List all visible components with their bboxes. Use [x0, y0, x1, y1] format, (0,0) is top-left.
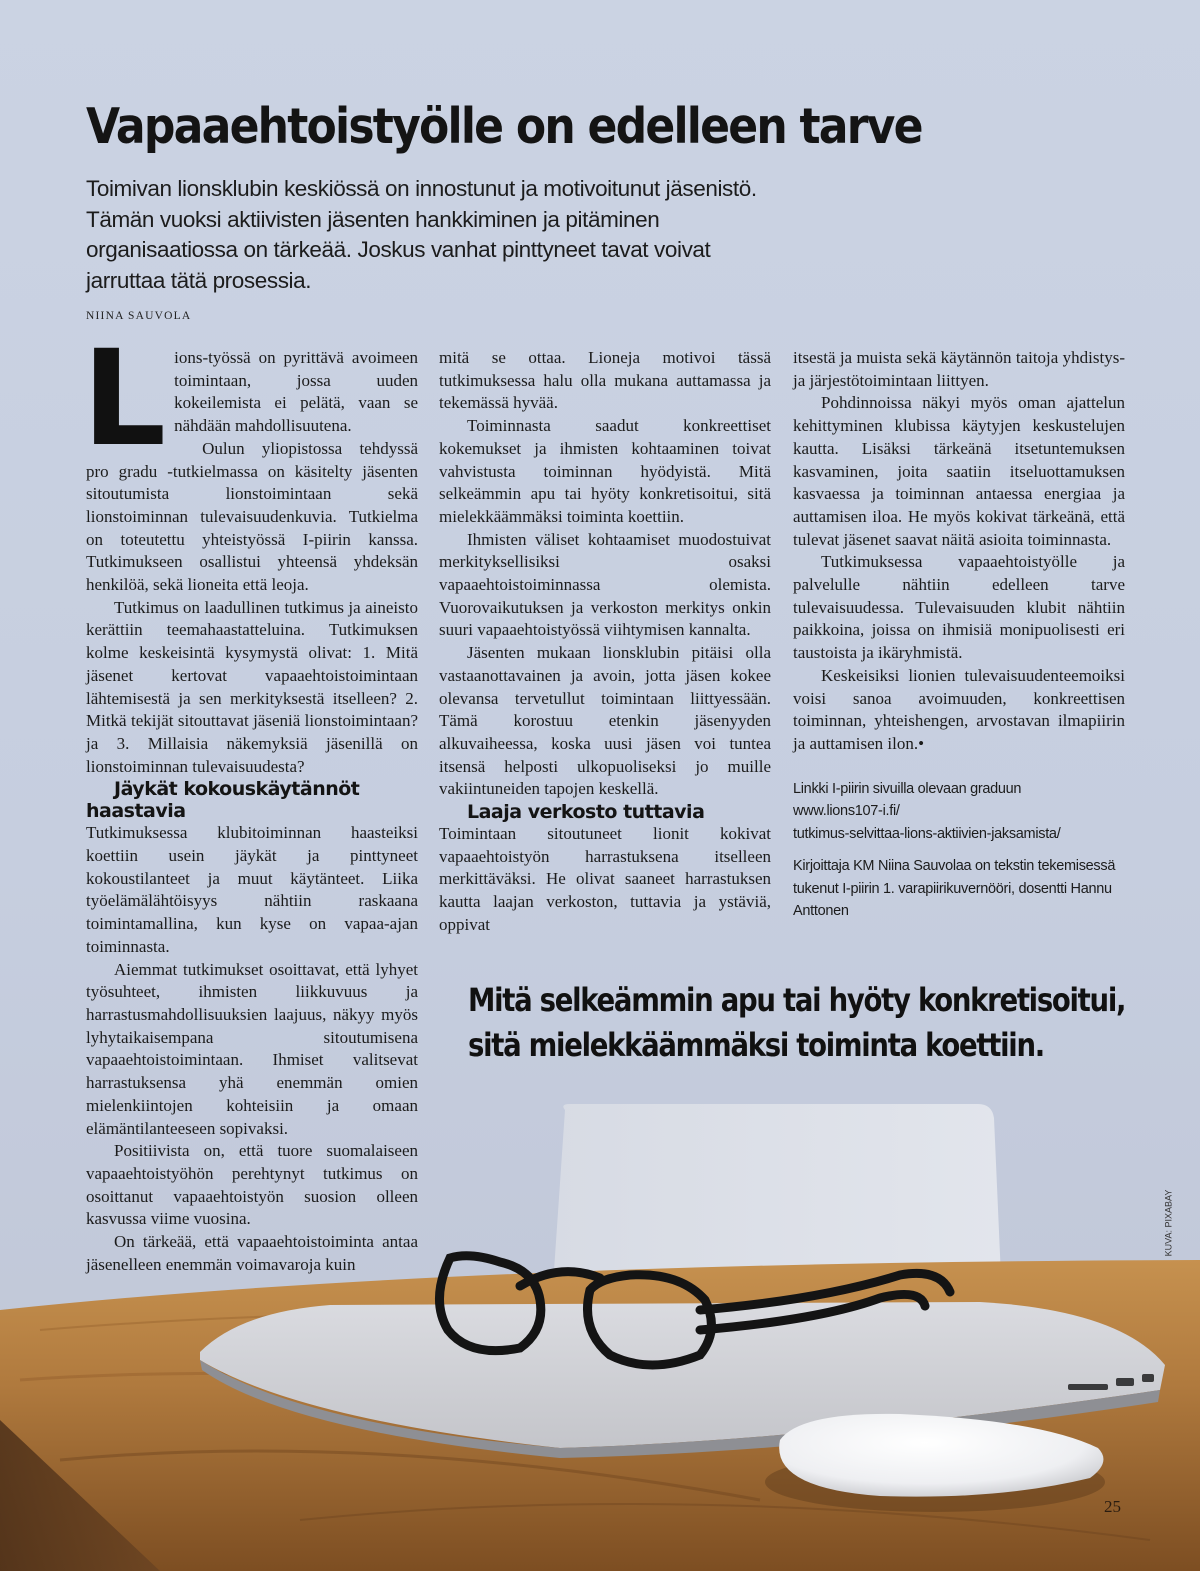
body-column-3: [793, 347, 1125, 923]
article-lead: Toimivan lionsklubin keskiössä on innostunut ja motivoitunut jäsenistö. Tämän vuoksi aktiivisten jäsenten hankkiminen ja pitäminen organisaatiossa on tärkeää. Joskus vanhat pinttyneet tavat voivat jarruttaa tätä prosessia.: [86, 176, 757, 293]
article-title: Vapaaehtoistyölle on edelleen tarve: [86, 98, 922, 155]
pull-quote-line: sitä mielekkäämmäksi toiminta koettiin.: [468, 1026, 1044, 1064]
paragraph: itsestä ja muista sekä käytännön taitoja yhdistys- ja järjestötoimintaan liittyen.: [793, 348, 1125, 390]
author-note: Kirjoittaja KM Niina Sauvolaa on tekstin tekemisessä tukenut I-piirin 1. varapiirikuvernööri, dosentti Hannu Anttonen: [793, 858, 1116, 920]
body-column-1: [82, 322, 418, 1276]
paragraph: Positiivista on, että tuore suomalaiseen vapaaehtoistyöhön perehtynyt tutkimus on osoittanut vapaaehtoistyön suosion olleen kasvussa viime vuosina.: [86, 1141, 418, 1229]
photo-credit: KUVA: PIXABAY: [1163, 1189, 1174, 1257]
page-number: 25: [1104, 1497, 1121, 1516]
link-url-path[interactable]: tutkimus-selvittaa-lions-aktiivien-jaksamista/: [793, 825, 1061, 842]
paragraph: Jäsenten mukaan lionsklubin pitäisi olla vastaanottavainen ja avoin, jotta jäsen kokee olevansa tervetullut toimintaan liittyessään. Tämä korostuu etenkin jäsenyyden alkuvaiheessa, koska uusi jäsen voi tuntea itsensä helposti ulkopuoliseksi jo muille vakiintuneiden tapojen keskellä.: [439, 643, 771, 799]
paragraph-text: ions-työssä on pyrittävä avoimeen toimintaan, jossa uuden kokeilemista ei pelätä, vaan se nähdään mahdollisuutena.: [174, 348, 418, 436]
paragraph: Oulun yliopistossa tehdyssä pro gradu -tutkielmassa on käsitelty jäsenten sitoutumista lionstoimintaan sekä lionstoiminnan tulevaisuudenkuvia. Tutkielma on toteutettu yhteistyössä I-piirin kanssa. Tutkimukseen osallistui yhteensä yhdeksän henkilöä, sekä lioneita että leoja.: [86, 438, 418, 595]
paragraph: Tutkimuksessa klubitoiminnan haasteiksi koettiin usein jäykät ja pinttyneet kokoustilanteet ja muut käytänteet. Liika työelämälähtöisyys nähtiin raskaana toimintamallina, kun kyse on vapaa-ajan toiminnasta.: [86, 823, 418, 956]
paragraph: On tärkeää, että vapaaehtoistoiminta antaa jäsenelleen enemmän voimavaroja kuin: [86, 1232, 418, 1274]
paragraph: [82, 322, 418, 476]
paragraph: Toimintaan sitoutuneet lionit kokivat vapaaehtoistyön harrastuksena itselleen merkittäväksi. He olivat saaneet harrastuksen kautta laajan verkoston, tuttavia ja ystäviä, oppivat: [439, 824, 771, 934]
link-note: [793, 778, 1125, 846]
pull-quote: [468, 978, 1126, 1068]
body-column-2: [439, 347, 771, 937]
pull-quote-line: Mitä selkeämmin apu tai hyöty konkretisoitui,: [468, 981, 1126, 1019]
section-subheading: Jäykät kokouskäytännöt haastavia: [86, 778, 360, 823]
paragraph: Aiemmat tutkimukset osoittavat, että lyhyet työsuhteet, ihmisten liikkuvuus ja harrastusmahdollisuuksien laajuus, näkyy myös lyhytaikaisempana sitoutumisena vapaaehtoistoimintaan. Ihmiset valitsevat harrastuksensa yhä enemmän omien mielenkiintojen kohteisiin ja omaan elämäntilanteeseen sopivaksi.: [86, 959, 418, 1138]
paragraph: Toiminnasta saadut konkreettiset kokemukset ja ihmisten kohtaaminen toivat vahvistusta toiminnan hyödyistä. Mitä selkeämmin apu tai hyöty konkretisoitui, sitä mielekkäämmäksi toiminta koettiin.: [439, 416, 771, 526]
section-subheading: Laaja verkosto tuttavia: [467, 801, 705, 824]
paragraph: Tutkimuksessa vapaaehtoistyölle ja palvelulle nähtiin edelleen tarve tulevaisuudessa. Tulevaisuuden klubit nähtiin paikkoina, joissa on ihmisiä monipuolisesti eri taustoista ja ikäryhmistä.: [793, 552, 1125, 663]
drop-cap: L: [82, 322, 167, 476]
paragraph: mitä se ottaa. Lioneja motivoi tässä tutkimuksessa halu olla mukana auttamassa ja tekemässä hyvää.: [439, 348, 771, 413]
paragraph: Ihmisten väliset kohtaamiset muodostuivat merkityksellisiksi osaksi vapaaehtoistoiminnassa olemista. Vuorovaikutuksen ja verkoston merkitys onkin suuri vapaaehtoistyössä viihtymisen kannalta.: [439, 529, 771, 640]
link-url[interactable]: www.lions107-i.fi/: [793, 803, 900, 820]
link-note-text: Linkki I-piirin sivuilla olevaan graduun: [793, 780, 1022, 797]
paragraph: Tutkimus on laadullinen tutkimus ja aineisto kerättiin teemahaastatteluina. Tutkimuksen kolme keskeisintä kysymystä olivat: 1. Mitä jäsenet kertovat vapaaehtoistoimintaan lähtemisestä ja sen merkityksestä itselleen? 2. Mitkä tekijät sitouttavat jäseniä lionstoimintaan? ja 3. Millaisia näkemyksiä jäsenillä on lionstoiminnan tulevaisuudesta?: [86, 597, 418, 776]
paragraph: Keskeisiksi lionien tulevaisuudenteemoiksi voisi sanoa avoimuuden, konkreettisen toiminnan, yhteishengen, arvostavan ilmapiirin ja auttamisen ilon.•: [793, 665, 1125, 753]
article-byline: NIINA SAUVOLA: [86, 310, 192, 322]
paragraph: Pohdinnoissa näkyi myös oman ajattelun kehittyminen klubissa käytyjen keskustelujen kautta. Lisäksi tärkeänä itsetuntemuksen kasvaminen, joita saatiin itseluottamuksen kasvaessa ja toiminnan antaessa energiaa ja auttamisen iloa. He myös kokivat tärkeänä, että tulevat jäsenet saavat näitä asioita toiminnasta.: [793, 393, 1125, 549]
